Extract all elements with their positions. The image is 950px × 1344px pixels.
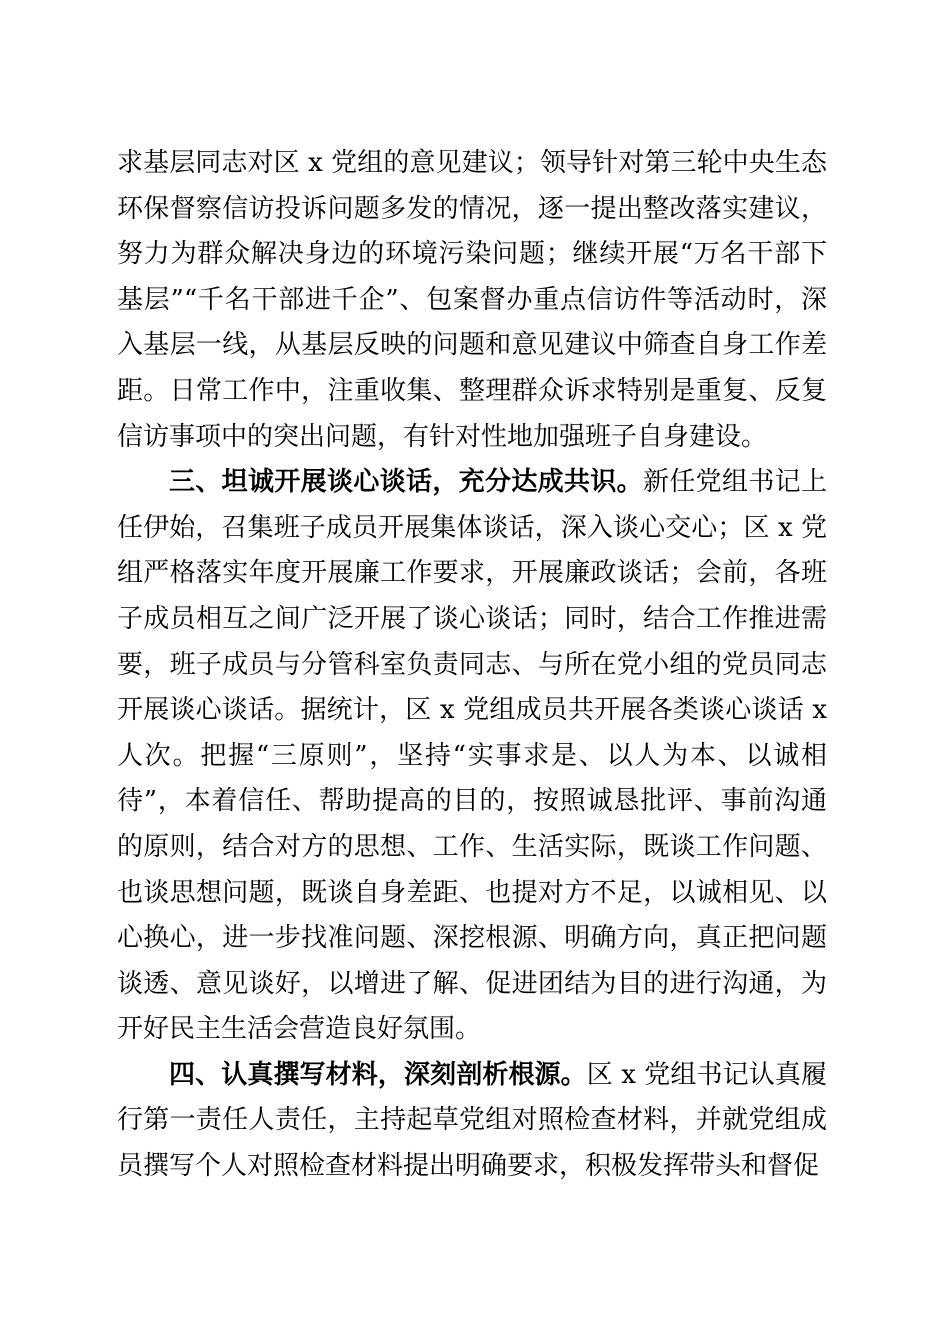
- section-heading: 四、认真撰写材料，深刻剖析根源。: [169, 1059, 587, 1090]
- document-body: [117, 141, 827, 1190]
- paragraph-section-three: [117, 460, 827, 1053]
- paragraph-section-four: [117, 1053, 827, 1190]
- paragraph-text: 区 x 党组书记认真履行第一责任人责任，主持起草党组对照检查材料，并就党组成员撰写个人对照检查材料提出明确要求，积极发挥带头和督促: [117, 1059, 827, 1182]
- section-heading: 三、坦诚开展谈心谈话，充分达成共识。: [169, 467, 643, 498]
- paragraph-text: 求基层同志对区 x 党组的意见建议；领导针对第三轮中央生态环保督察信访投诉问题多发的情况，逐一提出整改落实建议，努力为群众解决身边的环境污染问题；继续开展“万名干部下基层”“千名干部进千企”、包案督办重点信访件等活动时，深入基层一线，从基层反映的问题和意见建议中筛查自身工作差距。日常工作中，注重收集、整理群众诉求特别是重复、反复信访事项中的突出问题，有针对性地加强班子自身建设。: [117, 148, 827, 452]
- paragraph-text: 新任党组书记上任伊始，召集班子成员开展集体谈话，深入谈心交心；区 x 党组严格落实年度开展廉工作要求，开展廉政谈话；会前，各班子成员相互之间广泛开展了谈心谈话；同时，结合工作推进需要，班子成员与分管科室负责同志、与所在党小组的党员同志开展谈心谈话。据统计，区 x 党组成员共开展各类谈心谈话 x 人次。把握“三原则”，坚持“实事求是、以人为本、以诚相待”，本着信任、帮助提高的目的，按照诚恳批评、事前沟通的原则，结合对方的思想、工作、生活实际，既谈工作问题、也谈思想问题，既谈自身差距、也提对方不足，以诚相见、以心换心，进一步找准问题、深挖根源、明确方向，真正把问题谈透、意见谈好，以增进了解、促进团结为目的进行沟通，为开好民主生活会营造良好氛围。: [117, 467, 827, 1045]
- paragraph-continuation: [117, 141, 827, 460]
